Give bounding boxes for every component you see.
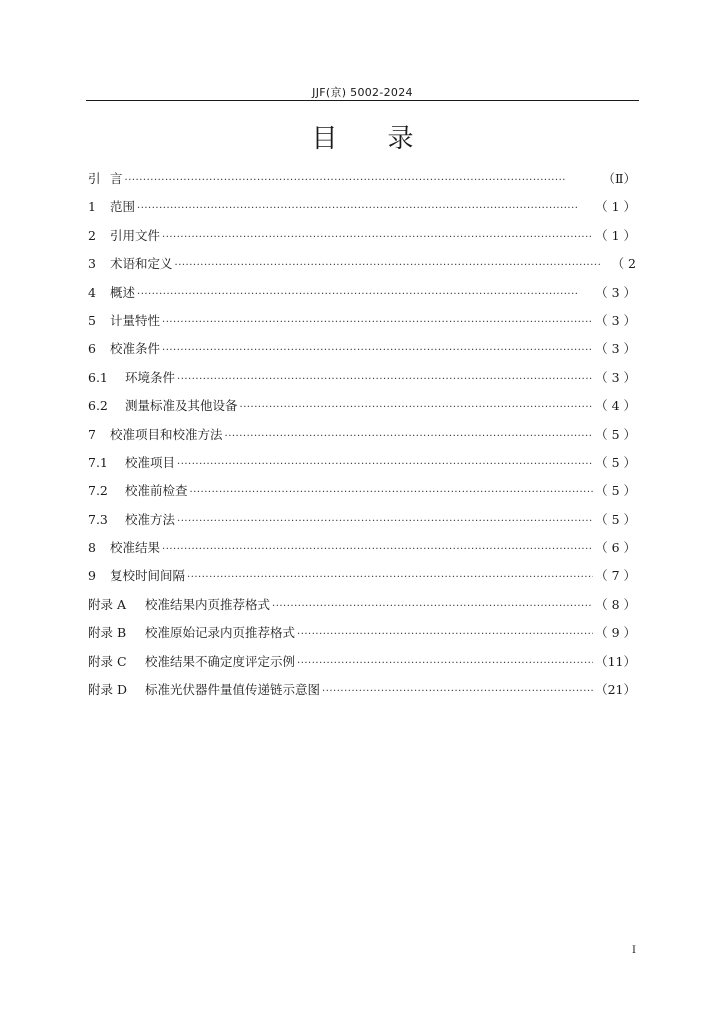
- toc-entry-page: （ 5 ）: [595, 483, 636, 499]
- toc-entry[interactable]: [88, 254, 636, 282]
- toc-dot-leader: [162, 544, 593, 555]
- toc-entry-label: 校准结果内页推荐格式: [145, 596, 271, 612]
- toc-entry-number: 引: [88, 171, 101, 186]
- toc-entry-number: 附录 C: [88, 653, 127, 669]
- toc-dot-leader: [225, 431, 594, 442]
- toc-entry[interactable]: [88, 226, 636, 254]
- page-number: I: [632, 945, 636, 956]
- toc-entry[interactable]: [88, 396, 636, 424]
- toc-entry-number: 8: [88, 540, 96, 556]
- toc-entry-label: 范围: [110, 199, 136, 215]
- toc-dot-leader: [125, 175, 600, 186]
- toc-entry-label: 校准结果: [110, 540, 161, 556]
- toc-entry[interactable]: [88, 425, 636, 453]
- toc-entry-label: 校准方法: [125, 511, 176, 527]
- toc-entry-label: 术语和定义: [110, 256, 173, 272]
- toc-entry[interactable]: [88, 566, 636, 594]
- toc-entry-number: 1: [88, 199, 96, 215]
- toc-dot-leader: [137, 289, 593, 300]
- toc-entry[interactable]: [88, 283, 636, 311]
- toc-entry-page: （11）: [595, 653, 636, 669]
- toc-dot-leader: [175, 260, 600, 271]
- toc-entry-number: 附录 D: [88, 682, 127, 698]
- toc-entry-page: （ 1 ）: [595, 199, 636, 215]
- toc-entry-label: 校准结果不确定度评定示例: [145, 653, 296, 669]
- toc-entry-number: 6.1: [88, 369, 108, 385]
- toc-entry-number: 5: [88, 312, 96, 328]
- table-of-contents: [88, 169, 636, 708]
- toc-entry[interactable]: [88, 538, 636, 566]
- toc-entry[interactable]: [88, 680, 636, 708]
- toc-entry-number: 4: [88, 284, 96, 300]
- toc-entry[interactable]: [88, 368, 636, 396]
- toc-entry[interactable]: [88, 339, 636, 367]
- toc-entry-number: 6: [88, 341, 96, 357]
- toc-dot-leader: [272, 601, 593, 612]
- toc-entry-label: 复校时间间隔: [110, 568, 186, 584]
- toc-entry-label: 计量特性: [110, 312, 161, 328]
- toc-dot-leader: [162, 345, 593, 356]
- toc-entry[interactable]: [88, 197, 636, 225]
- toc-entry-label: 校准原始记录内页推荐格式: [145, 625, 296, 641]
- toc-entry-page: （ 5 ）: [595, 511, 636, 527]
- toc-entry-label: 校准条件: [110, 341, 161, 357]
- toc-entry[interactable]: [88, 623, 636, 651]
- toc-entry-page: （ 8 ）: [595, 596, 636, 612]
- toc-entry-page: （ 1 ）: [595, 227, 636, 243]
- toc-entry-page: （21）: [595, 682, 636, 698]
- toc-entry-number: 7.2: [88, 483, 108, 499]
- toc-dot-leader: [190, 487, 594, 498]
- toc-entry-page: （ 9 ）: [595, 625, 636, 641]
- toc-entry-number: 2: [88, 227, 96, 243]
- toc-dot-leader: [162, 232, 593, 243]
- toc-dot-leader: [162, 317, 593, 328]
- toc-entry-number: 附录 A: [88, 596, 127, 612]
- toc-entry-page: （ 5 ）: [595, 454, 636, 470]
- toc-entry-number: 3: [88, 256, 96, 272]
- toc-entry-page: （ 3 ）: [595, 341, 636, 357]
- page-title: 目录: [311, 124, 464, 154]
- toc-entry-number: 7: [88, 426, 96, 442]
- toc-entry[interactable]: [88, 510, 636, 538]
- toc-entry[interactable]: [88, 453, 636, 481]
- toc-entry-label: 校准项目: [125, 454, 176, 470]
- toc-entry-number: 7.1: [88, 454, 108, 470]
- toc-entry[interactable]: [88, 595, 636, 623]
- toc-entry-label: 测量标准及其他设备: [125, 398, 238, 414]
- standard-code-header: JJF(京) 5002-2024: [312, 86, 413, 99]
- toc-entry-number: 7.3: [88, 511, 108, 527]
- toc-entry-page: （ 2: [611, 256, 636, 272]
- toc-entry-page: （ 3 ）: [595, 369, 636, 385]
- toc-dot-leader: [177, 516, 593, 527]
- toc-entry-page: （ 6 ）: [595, 540, 636, 556]
- toc-entry-label: 校准项目和校准方法: [110, 426, 223, 442]
- toc-dot-leader: [240, 402, 594, 413]
- toc-entry[interactable]: [88, 652, 636, 680]
- toc-entry-page: （ 3 ）: [595, 284, 636, 300]
- toc-dot-leader: [322, 686, 593, 697]
- toc-dot-leader: [297, 658, 593, 669]
- toc-entry-number: 附录 B: [88, 625, 127, 641]
- toc-entry-label: 校准前检查: [125, 483, 188, 499]
- toc-entry[interactable]: [88, 169, 636, 197]
- toc-dot-leader: [177, 374, 593, 385]
- toc-entry-label: 言: [110, 171, 123, 186]
- toc-entry-label: 引用文件: [110, 227, 161, 243]
- header-rule: [86, 100, 639, 101]
- toc-entry-label: 环境条件: [125, 369, 176, 385]
- toc-entry-page: （ 7 ）: [595, 568, 636, 584]
- toc-entry-page: （Ⅱ）: [602, 171, 636, 186]
- toc-entry-label: 标准光伏器件量值传递链示意图: [145, 682, 321, 698]
- toc-dot-leader: [297, 629, 593, 640]
- toc-entry-page: （ 5 ）: [595, 426, 636, 442]
- toc-dot-leader: [187, 572, 593, 583]
- toc-dot-leader: [137, 203, 593, 214]
- toc-entry-number: 6.2: [88, 398, 108, 414]
- toc-entry[interactable]: [88, 481, 636, 509]
- toc-dot-leader: [177, 459, 593, 470]
- toc-entry[interactable]: [88, 311, 636, 339]
- toc-entry-label: 概述: [110, 284, 136, 300]
- toc-entry-number: 9: [88, 568, 96, 584]
- toc-entry-page: （ 4 ）: [595, 398, 636, 414]
- toc-entry-page: （ 3 ）: [595, 312, 636, 328]
